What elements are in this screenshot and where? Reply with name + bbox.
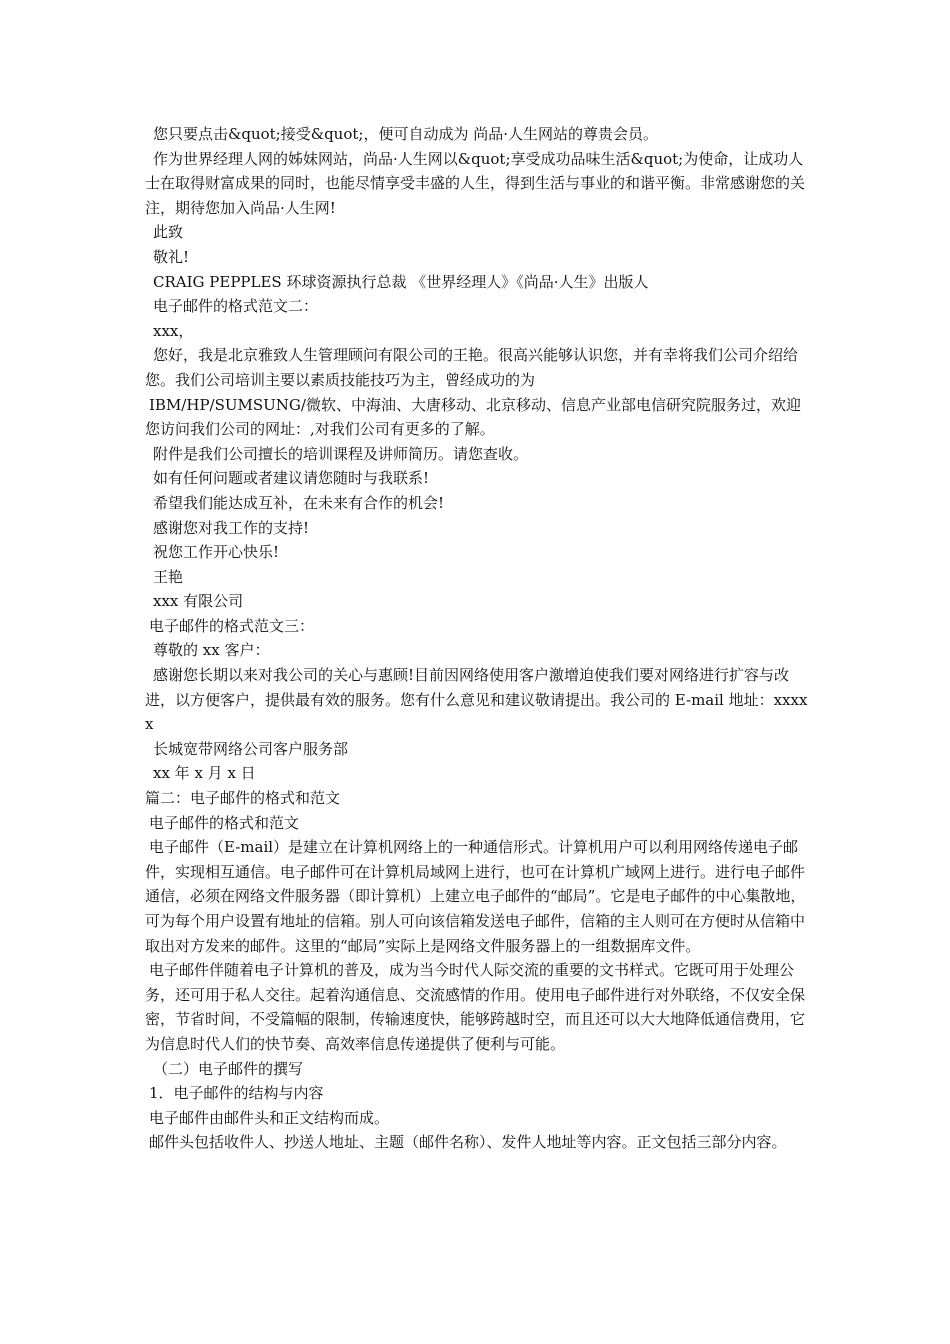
heading-format-and-samples: 电子邮件的格式和范文	[149, 813, 300, 832]
paragraph-wishes: 祝您工作开心快乐!	[153, 543, 280, 562]
paragraph-email-significance: 电子邮件伴随着电子计算机的普及，成为当今时代人际交流的重要的文书样式。它既可用于处理公务，还可用于私人交往。起着沟通信息、交流感情的作用。使用电子邮件进行对外联络，不仅安全保密，节省时间，不受篇幅的限制，传输速度快，能够跨越时空，而且还可以大大地降低通信费用，它为信息时代人们的快节奏、高效率信息传递提供了便利与可能。	[145, 961, 806, 1053]
paragraph-closing-1: 此致	[153, 223, 184, 242]
paragraph-attachment: 附件是我们公司擅长的培训课程及讲师简历。请您查收。	[153, 444, 529, 463]
heading-structure: 1．电子邮件的结构与内容	[149, 1084, 324, 1103]
paragraph-clients: IBM/HP/SUMSUNG/微软、中海油、大唐移动、北京移动、信息产业部电信研究院服务过，欢迎您访问我们公司的网址：,对我们公司有更多的了解。	[145, 395, 801, 439]
heading-sample-three: 电子邮件的格式范文三：	[149, 616, 315, 635]
paragraph-sender-name: 王艳	[153, 567, 184, 586]
paragraph-header-content: 邮件头包括收件人、抄送人地址、主题（邮件名称）、发件人地址等内容。正文包括三部分内容。	[149, 1133, 787, 1152]
paragraph-intro: 您好，我是北京雅致人生管理顾问有限公司的王艳。很高兴能够认识您，并有幸将我们公司介绍给您。我们公司培训主要以素质技能技巧为主，曾经成功的为	[145, 346, 799, 389]
document-body	[145, 122, 815, 1155]
paragraph-contact: 如有任何问题或者建议请您随时与我联系!	[153, 469, 430, 488]
paragraph-mission: 作为世界经理人网的姊妹网站，尚品·人生网以&quot;享受成功品味生活&quot;为使命，让成功人士在取得财富成果的同时，也能尽情享受丰盛的人生，得到生活与事业的和谐平衡。非常感谢您的关注，期待您加入尚品·人生网!	[145, 149, 806, 217]
paragraph-thanks: 感谢您对我工作的支持!	[153, 518, 310, 537]
paragraph-service-dept: 长城宽带网络公司客户服务部	[153, 739, 349, 758]
paragraph-email-definition: 电子邮件（E-mail）是建立在计算机网络上的一种通信形式。计算机用户可以利用网络传递电子邮件，实现相互通信。电子邮件可在计算机局域网上进行，也可在计算机广域网上进行。进行电子邮件通信，必须在网络文件服务器（即计算机）上建立电子邮件的“邮局”。它是电子邮件的中心集散地，可为每个用户设置有地址的信箱。别人可向该信箱发送电子邮件，信箱的主人则可在方便时从信箱中取出对方发来的邮件。这里的“邮局”实际上是网络文件服务器上的一组数据库文件。	[145, 838, 806, 955]
paragraph-dear-customer: 尊敬的 xx 客户：	[153, 641, 270, 660]
paragraph-closing-2: 敬礼!	[153, 247, 190, 266]
heading-writing: （二）电子邮件的撰写	[153, 1059, 304, 1078]
heading-part-two: 篇二：电子邮件的格式和范文	[145, 789, 341, 808]
heading-sample-two: 电子邮件的格式范文二：	[153, 297, 319, 316]
paragraph-sender-company: xxx 有限公司	[153, 592, 244, 611]
paragraph-salutation: xxx，	[153, 321, 194, 340]
paragraph-structure: 电子邮件由邮件头和正文结构而成。	[149, 1108, 390, 1127]
paragraph-accept: 您只要点击&quot;接受&quot;，便可自动成为 尚品·人生网站的尊贵会员。	[153, 125, 658, 143]
paragraph-cooperation: 希望我们能达成互补，在未来有合作的机会!	[153, 493, 445, 512]
paragraph-signature: CRAIG PEPPLES 环球资源执行总裁 《世界经理人》《尚品·人生》出版人	[153, 272, 649, 291]
paragraph-network-notice: 感谢您长期以来对我公司的关心与惠顾!目前因网络使用客户激增迫使我们要对网络进行扩容与改进，以方便客户，提供最有效的服务。您有什么意见和建议敬请提出。我公司的 E-mail 地址：xxxxx	[145, 666, 808, 734]
paragraph-date: xx 年 x 月 x 日	[153, 764, 256, 783]
